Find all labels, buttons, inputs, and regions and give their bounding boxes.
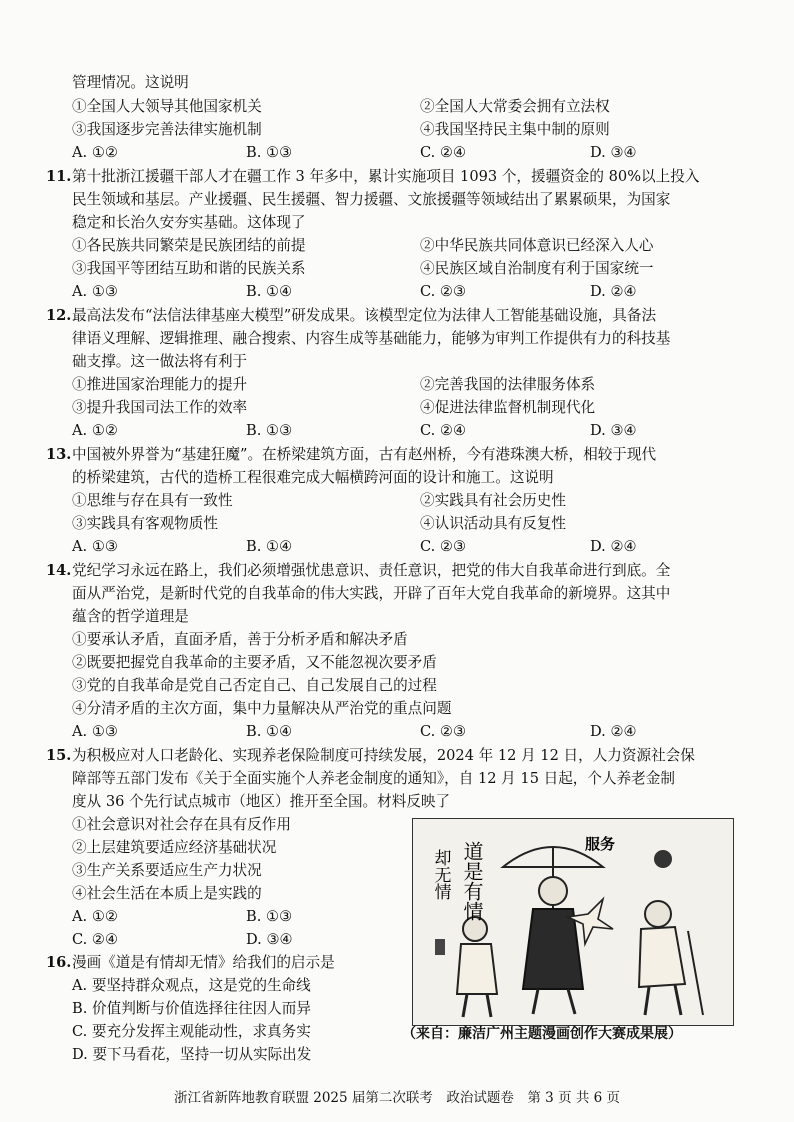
q16-option-c[interactable]: C. 要充分发挥主观能动性，求真务实 [72, 1023, 311, 1040]
q13-item-4: ④认识活动具有反复性 [420, 515, 566, 532]
q13-stem-line-2: 的桥梁建筑，古代的造桥工程很难完成大幅横跨河面的设计和施工。这说明 [72, 469, 554, 486]
official-leg-right [568, 989, 575, 1014]
q14-number: 14. [46, 562, 72, 579]
q11-option-a[interactable]: A. ①③ [72, 283, 118, 300]
page-footer: 浙江省新阵地教育联盟 2025 届第二次联考 政治试题卷 第 3 页 共 6 页 [173, 1090, 621, 1106]
q13-option-c[interactable]: C. ②③ [420, 538, 467, 555]
q14-option-c[interactable]: C. ②③ [420, 723, 467, 740]
q13-item-2: ②实践具有社会历史性 [420, 492, 566, 509]
left-person-leg-left [463, 994, 467, 1017]
q12-stem-line-3: 础支撑。这一做法将有利于 [72, 353, 248, 370]
q12-option-a[interactable]: A. ①② [72, 422, 118, 439]
q12-item-4: ④促进法律监督机制现代化 [420, 399, 596, 416]
flying-ball [654, 850, 672, 868]
official-body [523, 909, 583, 989]
q16-option-b[interactable]: B. 价值判断与价值选择往往因人而异 [72, 1000, 311, 1017]
q15-number: 15. [46, 747, 72, 764]
q14-option-a[interactable]: A. ①③ [72, 723, 118, 740]
q16-option-a[interactable]: A. 要坚持群众观点，这是党的生命线 [72, 977, 311, 994]
q13-option-d[interactable]: D. ②④ [590, 538, 637, 555]
q14-stem-line-1: 党纪学习永远在路上，我们必须增强忧患意识、责任意识，把党的伟大自我革命进行到底。全 [72, 562, 671, 579]
q10-stem-tail: 管理情况。这说明 [72, 74, 189, 91]
q12-option-b[interactable]: B. ①③ [246, 422, 293, 439]
q12-option-c[interactable]: C. ②④ [420, 422, 467, 439]
q11-stem-line-2: 民生领域和基层。产业援疆、民生援疆、智力援疆、文旅援疆等领域结出了累累硕果，为国家 [72, 191, 671, 208]
q11-item-4: ④民族区域自治制度有利于国家统一 [420, 260, 654, 277]
cartoon-caption: （来自：廉洁广州主题漫画创作大赛成果展） [402, 1026, 682, 1042]
q15-item-1: ①社会意识对社会存在具有反作用 [72, 816, 291, 833]
walking-cane [688, 931, 703, 1015]
q12-item-2: ②完善我国的法律服务体系 [420, 376, 596, 393]
q15-item-2: ②上层建筑要适应经济基础状况 [72, 839, 277, 856]
q10-item-1: ①全国人大领导其他国家机关 [72, 98, 262, 115]
q16-option-d[interactable]: D. 要下马看花，坚持一切从实际出发 [72, 1046, 312, 1063]
q10-option-d[interactable]: D. ③④ [590, 144, 637, 161]
q14-stem-line-3: 蕴含的哲学道理是 [72, 608, 189, 625]
q12-item-1: ①推进国家治理能力的提升 [72, 376, 248, 393]
q15-item-3: ③生产关系要适应生产力状况 [72, 862, 262, 879]
q15-item-4: ④社会生活在本质上是实践的 [72, 885, 262, 902]
q12-stem-line-1: 最高法发布“法信法律基座大模型”研发成果。该模型定位为法律人工智能基础设施，具备法 [72, 307, 657, 324]
q11-item-3: ③我国平等团结互助和谐的民族关系 [72, 260, 306, 277]
q15-stem-line-3: 度从 36 个先行试点城市（地区）推开至全国。材料反映了 [72, 793, 451, 810]
q15-option-a[interactable]: A. ①② [72, 908, 118, 925]
q15-option-b[interactable]: B. ①③ [246, 908, 293, 925]
q13-option-a[interactable]: A. ①③ [72, 538, 118, 555]
q13-item-3: ③实践具有客观物质性 [72, 515, 218, 532]
q11-option-d[interactable]: D. ②④ [590, 283, 637, 300]
q12-option-d[interactable]: D. ③④ [590, 422, 637, 439]
q15-stem-line-1: 为积极应对人口老龄化、实现养老保险制度可持续发展，2024 年 12 月 12 日，人力资源社会保 [72, 747, 695, 764]
right-person-leg-right [675, 985, 681, 1015]
right-person-body [639, 927, 685, 987]
q10-option-a[interactable]: A. ①② [72, 144, 118, 161]
q14-stem-line-2: 面从严治党，是新时代党的自我革命的伟大实践，开辟了百年大党自我革命的新境界。这其中 [72, 585, 671, 602]
q16-number: 16. [46, 954, 72, 971]
official-head [539, 877, 567, 905]
cartoon-drawing [413, 819, 733, 1025]
q13-option-b[interactable]: B. ①④ [246, 538, 293, 555]
artist-seal [435, 939, 445, 955]
cartoon-illustration [412, 818, 734, 1026]
q11-item-1: ①各民族共同繁荣是民族团结的前提 [72, 237, 306, 254]
q14-item-2: ②既要把握党自我革命的主要矛盾，又不能忽视次要矛盾 [72, 654, 437, 671]
q12-number: 12. [46, 307, 72, 324]
right-person-head [645, 901, 671, 927]
q10-option-c[interactable]: C. ②④ [420, 144, 467, 161]
q15-stem-line-2: 障部等五部门发布《关于全面实施个人养老金制度的通知》，自 12 月 15 日起，个人养老金制 [72, 770, 675, 787]
service-sign: 服务 [585, 837, 616, 853]
q11-item-2: ②中华民族共同体意识已经深入人心 [420, 237, 654, 254]
q14-item-1: ①要承认矛盾，直面矛盾，善于分析矛盾和解决矛盾 [72, 631, 408, 648]
official-leg-left [533, 989, 538, 1014]
q11-number: 11. [46, 168, 72, 185]
left-person-leg-right [487, 994, 491, 1017]
q13-item-1: ①思维与存在具有一致性 [72, 492, 233, 509]
q10-item-2: ②全国人大常委会拥有立法权 [420, 98, 610, 115]
q14-option-b[interactable]: B. ①④ [246, 723, 293, 740]
q15-option-c[interactable]: C. ②④ [72, 931, 119, 948]
q12-stem-line-2: 律语义理解、逻辑推理、融合搜索、内容生成等基础能力，能够为审判工作提供有力的科技基 [72, 330, 671, 347]
cartoon-title-calligraphy-2: 却无情 [431, 849, 451, 900]
q11-option-b[interactable]: B. ①④ [246, 283, 293, 300]
q10-option-b[interactable]: B. ①③ [246, 144, 293, 161]
q14-item-3: ③党的自我革命是党自己否定自己、自己发展自己的过程 [72, 677, 437, 694]
q13-number: 13. [46, 446, 72, 463]
q11-stem-line-3: 稳定和长治久安夯实基础。这体现了 [72, 214, 306, 231]
q11-stem-line-1: 第十批浙江援疆干部人才在疆工作 3 年多中，累计实施项目 1093 个，援疆资金的 80%以上投入 [72, 168, 700, 185]
cartoon-title-calligraphy: 道是有情 [460, 841, 482, 921]
right-person-leg-left [645, 987, 649, 1015]
q10-item-4: ④我国坚持民主集中制的原则 [420, 121, 610, 138]
q11-option-c[interactable]: C. ②③ [420, 283, 467, 300]
q16-stem: 漫画《道是有情却无情》给我们的启示是 [72, 954, 335, 971]
q12-item-3: ③提升我国司法工作的效率 [72, 399, 248, 416]
q14-option-d[interactable]: D. ②④ [590, 723, 637, 740]
q10-item-3: ③我国逐步完善法律实施机制 [72, 121, 262, 138]
left-person-body [457, 944, 497, 994]
q14-item-4: ④分清矛盾的主次方面，集中力量解决从严治党的重点问题 [72, 700, 452, 717]
q13-stem-line-1: 中国被外界誉为“基建狂魔”。在桥梁建筑方面，古有赵州桥，今有港珠澳大桥，相较于现代 [72, 446, 657, 463]
q15-option-d[interactable]: D. ③④ [246, 931, 293, 948]
